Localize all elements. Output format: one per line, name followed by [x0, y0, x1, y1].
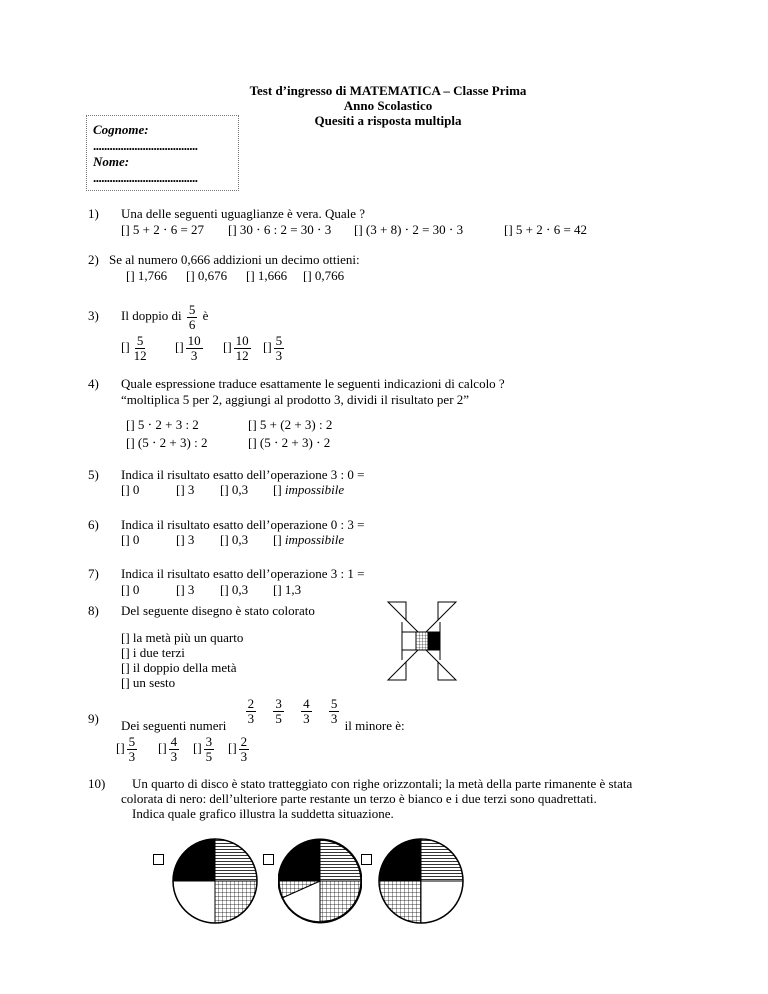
q9-number: 9): [88, 711, 99, 726]
q2-option-d[interactable]: [] 0,766: [303, 268, 345, 283]
q4-option-d[interactable]: [] (5 ⋅ 2 + 3) ⋅ 2: [248, 435, 331, 450]
q10-option-b-checkbox[interactable]: [263, 854, 274, 865]
q10-option-c-checkbox[interactable]: [361, 854, 372, 865]
q3-text-a: Il doppio di: [121, 308, 182, 323]
q9-number-b: $\frac{3}{5}$: [275, 696, 282, 726]
q3-option-a[interactable]: [] $\frac{5}{12}$: [121, 332, 147, 363]
q10-pie-c: [376, 836, 466, 926]
q10-option-a-checkbox[interactable]: [153, 854, 164, 865]
q9-number-d: $\frac{5}{3}$: [330, 696, 338, 726]
q8-option-b[interactable]: [] i due terzi: [121, 645, 185, 660]
q7-number: 7): [88, 566, 99, 581]
surname-field[interactable]: ......................................: [93, 138, 198, 153]
q8-text: Del seguente disegno è stato colorato: [121, 603, 315, 618]
q4-text-line2: “moltiplica 5 per 2, aggiungi al prodotto 3, dividi il risultato per 2”: [121, 392, 470, 407]
section-subtitle: Quesiti a risposta multipla: [314, 113, 462, 128]
q9-text-b: il minore è:: [344, 718, 405, 733]
q6-option-b[interactable]: [] 3: [176, 532, 195, 547]
q4-option-c[interactable]: [] (5 ⋅ 2 + 3) : 2: [126, 435, 208, 450]
q7-option-a[interactable]: [] 0: [121, 582, 140, 597]
q1-number: 1): [88, 206, 99, 221]
q4-number: 4): [88, 376, 99, 391]
q9-question: [121, 696, 405, 733]
q2-text: Se al numero 0,666 addizioni un decimo ottieni:: [109, 252, 360, 267]
q3-option-b[interactable]: [] $\frac{10}{3}$: [175, 332, 201, 363]
q8-option-a[interactable]: [] la metà più un quarto: [121, 630, 244, 645]
q8-number: 8): [88, 603, 99, 618]
q9-option-a[interactable]: [] $\frac{5}{3}$: [116, 733, 136, 764]
q3-option-c[interactable]: [] $\frac{10}{12}$: [223, 332, 249, 363]
q7-text: Indica il risultato esatto dell’operazione 3 : 1 =: [121, 566, 365, 581]
q9-number-a: $\frac{2}{3}$: [247, 696, 255, 726]
q10-pie-b: [278, 836, 362, 926]
q6-option-c[interactable]: [] 0,3: [220, 532, 249, 547]
q5-text: Indica il risultato esatto dell’operazione 3 : 0 =: [121, 467, 365, 482]
school-year-label: Anno Scolastico: [343, 98, 433, 113]
q10-text-line1: Un quarto di disco è stato tratteggiato con righe orizzontali; la metà della parte rimanente è stata: [132, 776, 633, 791]
q2-option-c[interactable]: [] 1,666: [246, 268, 288, 283]
q8-option-c[interactable]: [] il doppio della metà: [121, 660, 237, 675]
surname-label: Cognome:: [93, 122, 149, 137]
q3-number: 3): [88, 308, 99, 323]
q5-number: 5): [88, 467, 99, 482]
q1-option-b[interactable]: [] 30 ⋅ 6 : 2 = 30 ⋅ 3: [228, 222, 332, 237]
q8-figure: [380, 596, 464, 686]
q4-text-line1: Quale espressione traduce esattamente le seguenti indicazioni di calcolo ?: [121, 376, 505, 391]
q6-option-a[interactable]: [] 0: [121, 532, 140, 547]
q2-number: 2): [88, 252, 99, 267]
q1-text: Una delle seguenti uguaglianze è vera. Quale ?: [121, 206, 365, 221]
q3-fraction: $\frac{5}{6}$: [188, 301, 196, 332]
q8-option-d[interactable]: [] un sesto: [121, 675, 176, 690]
q3-option-d[interactable]: [] $\frac{5}{3}$: [263, 332, 283, 363]
q9-option-d[interactable]: [] $\frac{2}{3}$: [228, 733, 248, 764]
q3-text-b: è: [202, 308, 209, 323]
q5-option-b[interactable]: [] 3: [176, 482, 195, 497]
q9-text-a: Dei seguenti numeri: [121, 718, 227, 733]
q5-option-a[interactable]: [] 0: [121, 482, 140, 497]
q7-option-c[interactable]: [] 0,3: [220, 582, 249, 597]
q9-number-c: $\frac{4}{3}$: [303, 696, 310, 726]
name-label: Nome:: [93, 154, 130, 169]
q2-option-b[interactable]: [] 0,676: [186, 268, 228, 283]
q10-text-line2: colorata di nero: dell’ulteriore parte restante un terzo è bianco e i due terzi sono quadrettati.: [121, 791, 597, 806]
q5-option-d[interactable]: [] impossibile: [273, 482, 345, 497]
q10-number: 10): [88, 776, 106, 791]
q7-option-b[interactable]: [] 3: [176, 582, 195, 597]
q4-option-a[interactable]: [] 5 ⋅ 2 + 3 : 2: [126, 417, 199, 432]
test-title: Test d’ingresso di MATEMATICA – Classe Prima: [249, 83, 527, 98]
q1-option-a[interactable]: [] 5 + 2 ⋅ 6 = 27: [121, 222, 205, 237]
q1-option-c[interactable]: [] (3 + 8) ⋅ 2 = 30 ⋅ 3: [354, 222, 464, 237]
q2-option-a[interactable]: [] 1,766: [126, 268, 168, 283]
q6-option-d[interactable]: [] impossibile: [273, 532, 345, 547]
q10-pie-a: [170, 836, 260, 926]
q5-option-c[interactable]: [] 0,3: [220, 482, 249, 497]
q7-option-d[interactable]: [] 1,3: [273, 582, 302, 597]
q4-option-b[interactable]: [] 5 + (2 + 3) : 2: [248, 417, 333, 432]
q10-text-line3: Indica quale grafico illustra la suddetta situazione.: [132, 806, 394, 821]
q1-option-d[interactable]: [] 5 + 2 ⋅ 6 = 42: [504, 222, 588, 237]
name-field[interactable]: ......................................: [93, 170, 198, 185]
q6-text: Indica il risultato esatto dell’operazione 0 : 3 =: [121, 517, 365, 532]
q6-number: 6): [88, 517, 99, 532]
q3-question: [121, 302, 208, 332]
q9-option-b[interactable]: [] $\frac{4}{3}$: [158, 733, 178, 764]
q9-option-c[interactable]: [] $\frac{3}{5}$: [193, 733, 213, 764]
student-name-box: [86, 115, 239, 191]
